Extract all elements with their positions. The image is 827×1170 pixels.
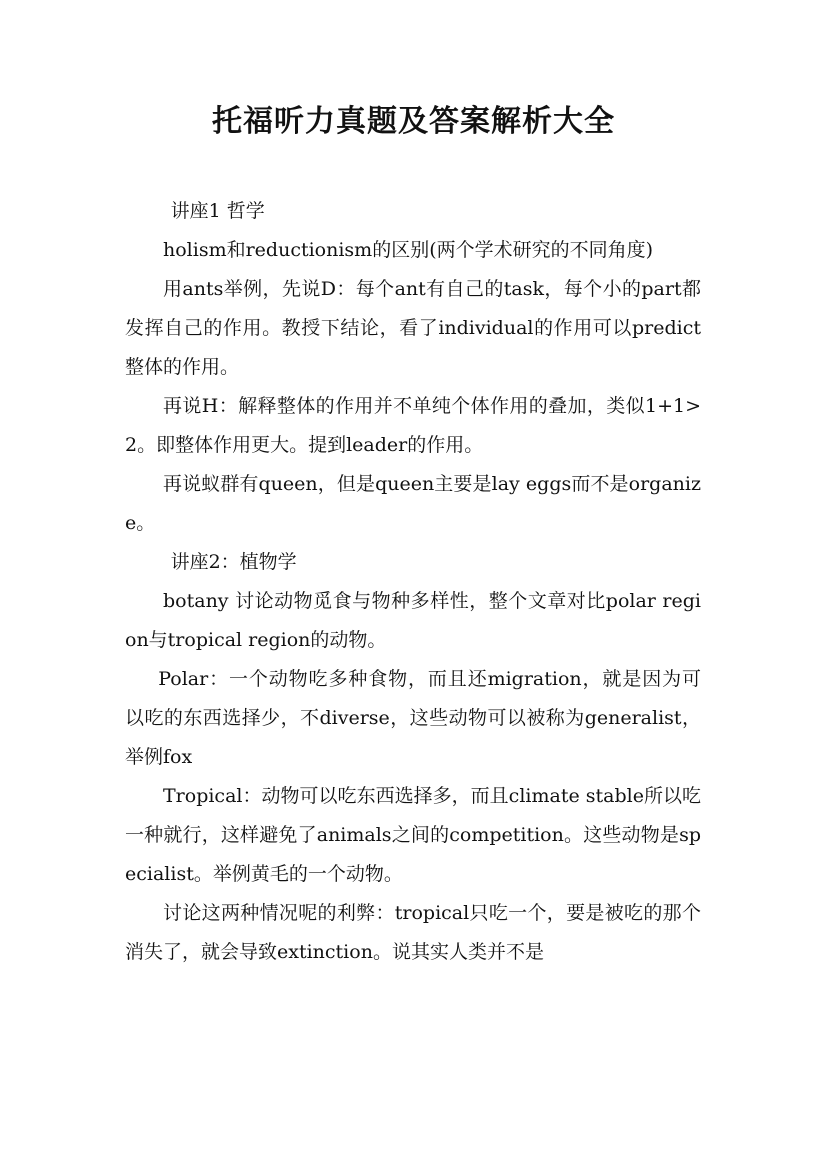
paragraph: Tropical：动物可以吃东西选择多，而且climate stable所以吃一种就行，这样避免了animals之间的competition。这些动物是specialist。举例黄毛的一个动物。 xyxy=(125,785,701,885)
paragraph: holism和reductionism的区别(两个学术研究的不同角度) xyxy=(163,239,654,261)
paragraph: Polar：一个动物吃多种食物，而且还migration，就是因为可以吃的东西选择少，不diverse，这些动物可以被称为generalist，举例fox xyxy=(125,668,701,768)
paragraph: 讨论这两种情况呢的利弊：tropical只吃一个，要是被吃的那个消失了，就会导致extinction。说其实人类并不是 xyxy=(125,902,701,963)
lecture-1-heading: 讲座1 哲学 xyxy=(170,200,265,222)
document-title: 托福听力真题及答案解析大全 xyxy=(212,104,615,139)
document-body xyxy=(125,192,701,972)
paragraph: 再说蚁群有queen，但是queen主要是lay eggs而不是organize。 xyxy=(125,473,701,534)
paragraph: 再说H：解释整体的作用并不单纯个体作用的叠加，类似1+1>2。即整体作用更大。提到leader的作用。 xyxy=(125,395,701,456)
lecture-2-heading: 讲座2：植物学 xyxy=(170,551,297,573)
paragraph: 用ants举例，先说D：每个ant有自己的task，每个小的part都发挥自己的作用。教授下结论，看了individual的作用可以predict整体的作用。 xyxy=(125,278,701,378)
paragraph: botany 讨论动物觅食与物种多样性，整个文章对比polar region与tropical region的动物。 xyxy=(125,590,701,651)
